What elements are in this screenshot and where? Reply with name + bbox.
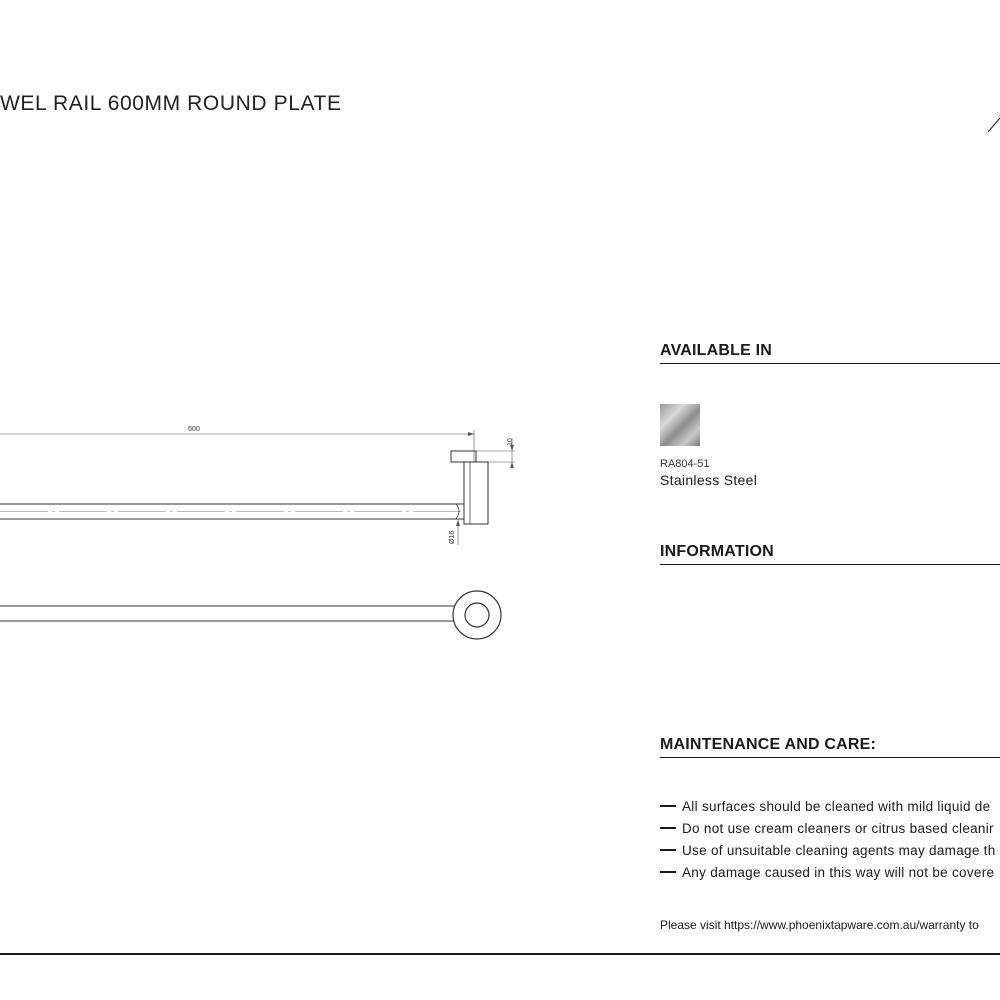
dash-bullet	[660, 827, 676, 829]
finish-name: Stainless Steel	[660, 472, 758, 488]
list-item: Do not use cream cleaners or citrus based cleanir	[660, 817, 996, 839]
page-title: WEL RAIL 600MM ROUND PLATE	[0, 92, 342, 115]
list-item: Use of unsuitable cleaning agents may damage th	[660, 839, 996, 861]
post-side	[464, 462, 488, 524]
footer-divider	[0, 953, 1000, 955]
maintenance-heading: MAINTENANCE AND CARE:	[660, 736, 1000, 758]
length-label: 600	[188, 426, 200, 433]
height-label: 10	[507, 438, 514, 446]
care-list	[660, 795, 996, 883]
dash-bullet	[660, 849, 676, 851]
diameter-label: Ø16	[449, 530, 456, 544]
technical-drawing	[0, 410, 620, 650]
finish-code: RA804-51	[660, 458, 710, 470]
dash-bullet	[660, 871, 676, 873]
list-item: All surfaces should be cleaned with mild liquid de	[660, 795, 996, 817]
dash-bullet	[660, 805, 676, 807]
finish-swatch	[660, 404, 700, 446]
round-plate-outer	[453, 591, 501, 639]
information-heading: INFORMATION	[660, 543, 1000, 565]
list-item: Any damage caused in this way will not be covere	[660, 861, 996, 883]
warranty-link-text[interactable]: Please visit https://www.phoenixtapware.com.au/warranty to	[660, 918, 979, 932]
available-in-heading: AVAILABLE IN	[660, 342, 1000, 364]
corner-arrow-mark	[982, 112, 1000, 134]
wall-plate-side	[451, 451, 476, 462]
